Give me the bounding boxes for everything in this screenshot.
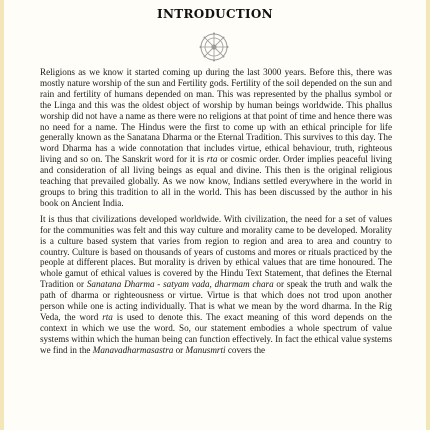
text-run: covers the xyxy=(225,344,266,355)
paragraph xyxy=(40,67,392,209)
page-edge-left xyxy=(0,0,4,430)
italic-term: Manusmrti xyxy=(185,344,226,355)
italic-term: rta xyxy=(102,311,113,322)
dharma-wheel-emblem xyxy=(199,32,229,62)
text-run: It is thus that civilizations developed worldwide. With civilization, the need for a set of values for the communities was felt and this way culture and morality came to be developed. Morality is a culture based system that varies from region to region and area to area and country to country. Culture is based on thousands of years of customs and mores or rituals practiced by the people at different places. But morality is driven by ethical values that are time honoured. The whole gamut of ethical values is covered by the Hindu Text Statement, that defines the Eternal Tradition or xyxy=(40,213,392,290)
italic-term: Manavadharmasastra xyxy=(92,344,174,355)
italic-term: Sanatana Dharma - satyam vada, dharmam chara xyxy=(86,279,274,290)
body-text xyxy=(40,67,392,356)
text-run: or cosmic order. Order implies peaceful living and consideration of all living beings as equal and divine. This then is the original religious teaching that prevailed globally. As we now know, Indians settled everywhere in the world in groups to bring this tradition to all in the world. This has been discussed by the author in his book on Ancient India. xyxy=(40,154,392,208)
paragraph xyxy=(40,214,392,356)
text-run: or speak the truth and walk the path of dharma or righteousness or virtue. Virtue is that which does not trod upon another person while one is acting individually. That is what we mean by the word dharma. In the Rig Veda, the word xyxy=(40,279,392,322)
page-edge-right xyxy=(426,0,430,430)
text-run: Religions as we know it started coming up during the last 3000 years. Before this, there was mostly nature worship of the sun and Fertility gods. Fertility of the soil depended on the sun and rain and fertility of humans depended on man. This was represented by the phallus symbol or the Linga and this was the oldest object of worship by human beings worldwide. This phallus worship did not have a name as there were no religions at that point of time and hence there was no need for a name. The Hindus were the first to come up with an ethical principle for life generally known as the Sanatana Dharma or the Eternal Tradition. This survives to this day. The word Dharma has a wide connotation that includes virtue, ethical behaviour, truth, righteous living and so on. The Sanskrit word for it is xyxy=(40,67,392,165)
italic-term: rta xyxy=(206,154,218,165)
text-run: is used to denote this. The exact meaning of this word depends on the context in which we use the word. So, our statement embodies a whole spectrum of value systems within which the human being can function effectively. In fact the ethical value systems we find in the xyxy=(40,311,392,355)
page-title: INTRODUCTION xyxy=(157,7,273,21)
text-run: or xyxy=(173,344,186,355)
